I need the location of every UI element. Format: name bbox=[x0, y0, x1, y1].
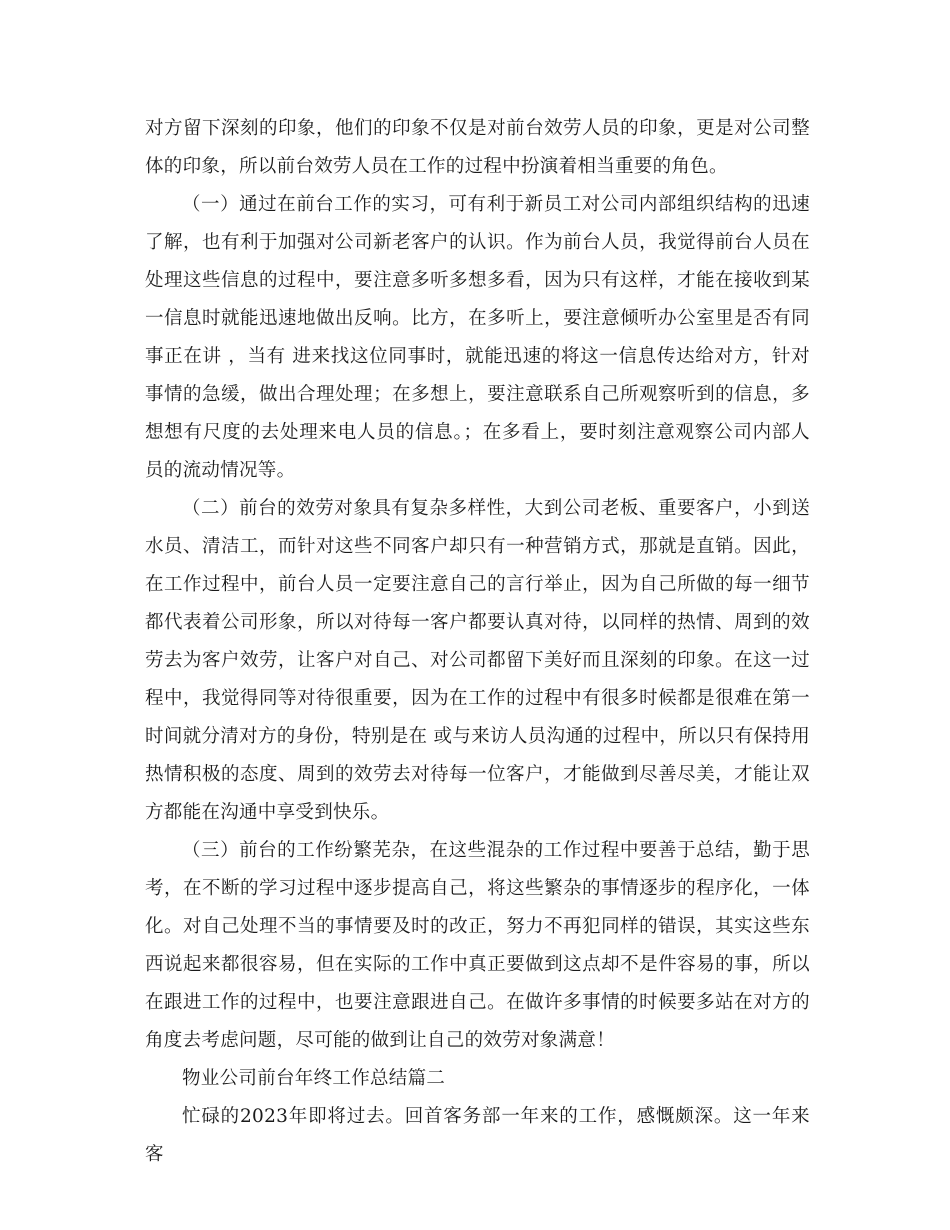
paragraph-point-three: （三）前台的工作纷繁芜杂，在这些混杂的工作过程中要善于总结，勤于思考，在不断的学习过程中逐步提高自己，将这些繁杂的事情逐步的程序化，一体化。对自己处理不当的事情要及时的改正，努力不再犯同样的错误，其实这些东西说起来都很容易，但在实际的工作中真正要做到这点却不是件容易的事，所以在跟进工作的过程中，也要注意跟进自己。在做许多事情的时候要多站在对方的角度去考虑问题，尽可能的做到让自己的效劳对象满意！ bbox=[145, 840, 810, 1051]
document-body bbox=[145, 110, 810, 1174]
paragraph-point-one: （一）通过在前台工作的实习，可有利于新员工对公司内部组织结构的迅速了解，也有利于加强对公司新老客户的认识。作为前台人员，我觉得前台人员在处理这些信息的过程中，要注意多听多想多看，因为只有这样，才能在接收到某一信息时就能迅速地做出反响。比方，在多听上，要注意倾听办公室里是否有同事正在讲 ，当有 进来找这位同事时，就能迅速的将这一信息传达给对方，针对事情的急缓，做出合理处理；在多想上，要注意联系自己所观察听到的信息，多想想有尺度的去处理来电人员的信息。；在多看上，要时刻注意观察公司内部人员的流动情况等。 bbox=[145, 194, 810, 481]
section-title: 物业公司前台年终工作总结篇二 bbox=[182, 1068, 446, 1089]
paragraph-point-two: （二）前台的效劳对象具有复杂多样性，大到公司老板、重要客户，小到送水员、清洁工，而针对这些不同客户却只有一种营销方式，那就是直销。因此，在工作过程中，前台人员一定要注意自己的言行举止，因为自己所做的每一细节都代表着公司形象，所以对待每一客户都要认真对待，以同样的热情、周到的效劳去为客户效劳，让客户对自己、对公司都留下美好而且深刻的印象。在这一过程中，我觉得同等对待很重要，因为在工作的过程中有很多时候都是很难在第一时间就分清对方的身份，特别是在 或与来访人员沟通的过程中，所以只有保持用热情积极的态度、周到的效劳去对待每一位客户，才能做到尽善尽美，才能让双方都能在沟通中享受到快乐。 bbox=[145, 498, 810, 823]
paragraph-intro-continuation: 对方留下深刻的印象，他们的印象不仅是对前台效劳人员的印象，更是对公司整体的印象，所以前台效劳人员在工作的过程中扮演着相当重要的角色。 bbox=[145, 118, 810, 177]
paragraph-section-two-opening: 忙碌的2023年即将过去。回首客务部一年来的工作，感慨颇深。这一年来客 bbox=[145, 1106, 810, 1165]
